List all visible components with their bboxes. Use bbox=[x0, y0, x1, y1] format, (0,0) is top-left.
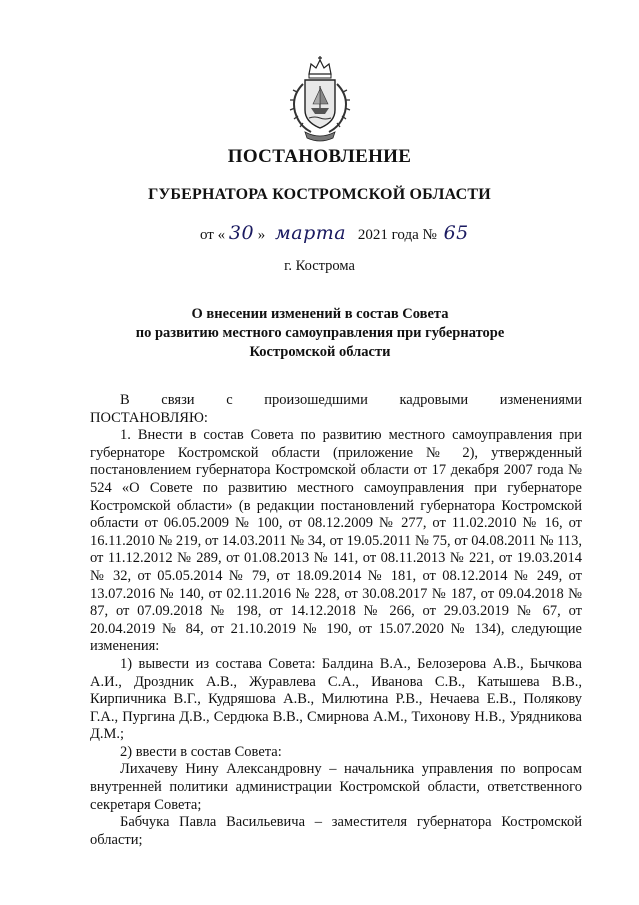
preamble: В связи с произошедшими кадровыми изменениями bbox=[120, 392, 582, 408]
document-body bbox=[90, 392, 582, 849]
date-prefix: от « bbox=[200, 227, 226, 243]
coat-of-arms-emblem bbox=[287, 56, 353, 142]
document-number: 65 bbox=[443, 222, 469, 244]
heading-line: Костромской области bbox=[249, 344, 391, 360]
member-entry: Лихачеву Нину Александровну – начальника управления по вопросам внутренней политики администрации Костромской области, ответственного секретаря Совета; bbox=[90, 761, 582, 813]
date-year: 2021 года № bbox=[357, 227, 437, 243]
heading-line: по развитию местного самоуправления при губернаторе bbox=[135, 325, 505, 341]
issuing-authority: ГУБЕРНАТОРА КОСТРОМСКОЙ ОБЛАСТИ bbox=[148, 186, 491, 203]
document-heading bbox=[120, 305, 520, 362]
item-1: 1. Внести в состав Совета по развитию местного самоуправления при губернаторе Костромской области (приложение № 2), утвержденный постановлением губернатора Костромской области от 17 декабря 2007 года № 524 «О Совете по развитию местного самоуправления при губернаторе Костромской области» (в редакции постановлений губернатора Костромской области от 06.05.2009 № 100, от 08.12.2009 № 277, от 11.02.2010 № 16, от 16.11.2010 № 219, от 14.03.2011 № 34, от 19.05.2011 № 75, от 04.08.2011 № 113, от 11.12.2012 № 289, от 01.08.2013 № 141, от 08.11.2013 № 221, от 19.03.2014 № 32, от 05.05.2014 № 79, от 18.09.2014 № 181, от 08.12.2014 № 249, от 13.07.2016 № 140, от 02.11.2016 № 228, от 30.08.2017 № 187, от 09.04.2018 № 87, от 07.09.2018 № 198, от 14.12.2018 № 266, от 29.03.2019 № 67, от 20.04.2019 № 84, от 21.10.2019 № 190, от 15.07.2020 № 134), следующие изменения: bbox=[90, 427, 582, 655]
heading-line: О внесении изменений в состав Совета bbox=[191, 306, 449, 322]
date-quote-close: » bbox=[257, 227, 266, 243]
subitem-2: 2) ввести в состав Совета: bbox=[120, 743, 282, 760]
resolve-word: ПОСТАНОВЛЯЮ: bbox=[90, 409, 208, 426]
member-entry: Бабчука Павла Васильевича – заместителя губернатора Костромской области; bbox=[90, 814, 582, 848]
document-title: ПОСТАНОВЛЕНИЕ bbox=[227, 146, 412, 167]
date-month: марта bbox=[275, 222, 347, 244]
date-day: 30 bbox=[228, 222, 255, 244]
subitem-1: 1) вывести из состава Совета: Балдина В.А., Белозерова А.В., Бычкова А.И., Дроздник А.В., Журавлева С.А., Иванова С.В., Катышева В.В., Кирпичника В.Г., Кудряшова А.В., Милютина Р.В., Нечаева Е.В., Полякову Г.А., Пургина Д.В., Сердюка В.В., Смирнова А.М., Тихонову Н.В., Урядникова Д.М.; bbox=[90, 655, 582, 743]
date-line bbox=[200, 222, 500, 248]
city: г. Кострома bbox=[284, 258, 355, 274]
